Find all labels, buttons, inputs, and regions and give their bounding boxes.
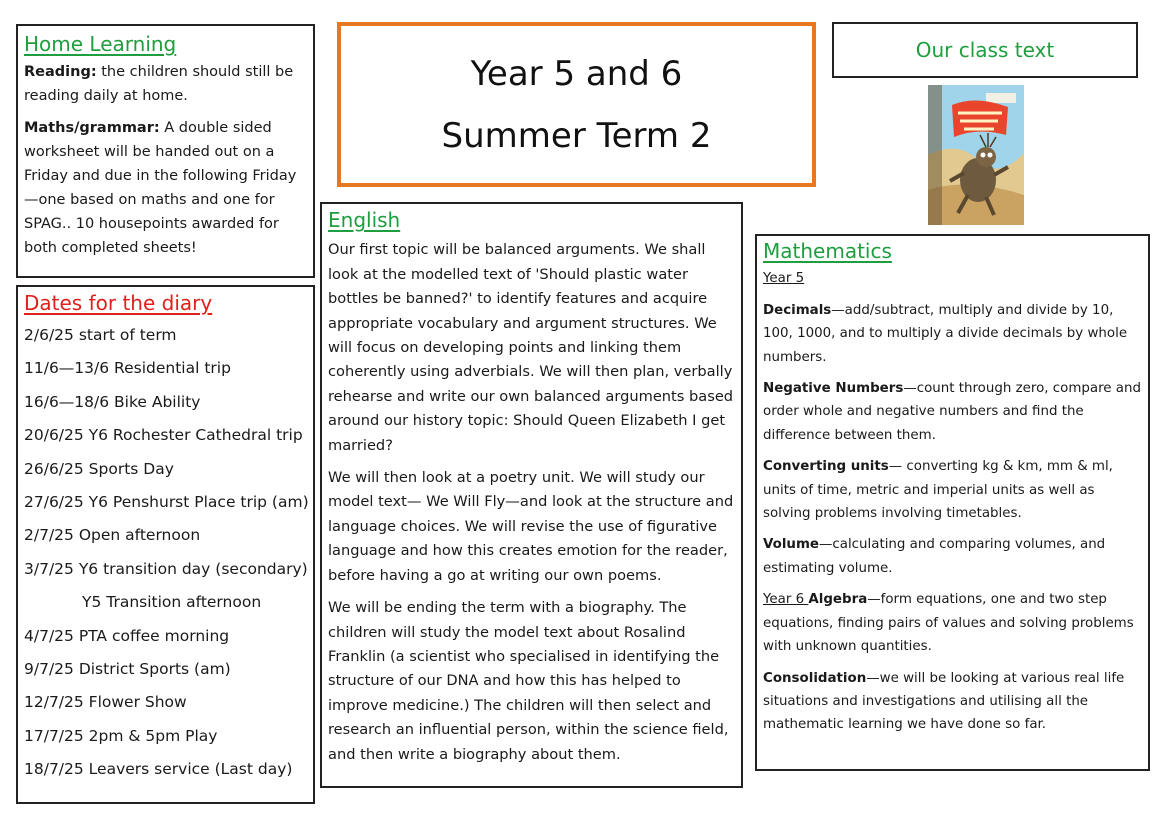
date-item: 16/6—18/6 Bike Ability	[24, 392, 201, 411]
volume-label: Volume	[763, 537, 819, 553]
year6-label: Year 6	[763, 592, 809, 608]
negative-numbers-label: Negative Numbers	[763, 381, 904, 397]
maths-grammar-text: A double sided worksheet will be handed out on a Friday and due in the following Friday—one based on maths and one for SPAG.. 10 housepoints awarded for both completed sheets!	[24, 120, 297, 256]
home-learning-heading: Home Learning	[24, 32, 177, 56]
volume-paragraph	[763, 533, 1142, 580]
volume-text: —calculating and comparing volumes, and estimating volume.	[763, 537, 1106, 576]
date-item: 4/7/25 PTA coffee morning	[24, 626, 230, 645]
dates-panel	[16, 285, 315, 804]
consolidation-label: Consolidation	[763, 670, 867, 686]
consolidation-paragraph	[763, 667, 1142, 737]
date-item: 11/6—13/6 Residential trip	[24, 359, 231, 378]
title-panel	[337, 22, 816, 187]
converting-units-label: Converting units	[763, 459, 889, 475]
reading-paragraph	[24, 60, 307, 108]
date-item: 3/7/25 Y6 transition day (secondary)	[24, 559, 308, 578]
dates-heading: Dates for the diary	[24, 291, 213, 315]
title-term: Summer Term 2	[441, 115, 712, 156]
english-paragraph: We will then look at a poetry unit. We will study our model text— We Will Fly—and look at the structure and language choices. We will revise the use of figurative language and how this creates emotion for the reader, before having a go at writing our own poems.	[328, 469, 734, 584]
title-year: Year 5 and 6	[470, 53, 683, 94]
english-heading: English	[328, 208, 401, 232]
maths-grammar-paragraph	[24, 116, 307, 260]
english-paragraph: Our first topic will be balanced arguments. We shall look at the modelled text of 'Should plastic water bottles be banned?' to identify features and acquire appropriate vocabulary and argument structures. We will focus on developing points and linking them coherently using adverbials. We will then plan, verbally rehearse and write our own balanced arguments based around our history topic: Should Queen Elizabeth I get married?	[328, 241, 734, 454]
date-item: 17/7/25 2pm & 5pm Play	[24, 726, 218, 745]
english-panel	[320, 202, 743, 788]
decimals-paragraph	[763, 299, 1142, 369]
algebra-paragraph	[763, 588, 1142, 658]
algebra-label: Algebra	[808, 592, 868, 608]
negative-numbers-text: —count through zero, compare and order whole and negative numbers and find the difference between them.	[763, 381, 1141, 443]
date-item: 26/6/25 Sports Day	[24, 459, 174, 478]
class-text-heading: Our class text	[915, 38, 1055, 62]
date-item: 12/7/25 Flower Show	[24, 693, 187, 712]
date-item: 9/7/25 District Sports (am)	[24, 659, 231, 678]
algebra-text: —form equations, one and two step equations, finding pairs of values and solving problems with unknown quantities.	[763, 592, 1134, 655]
reading-text: the children should still be reading daily at home.	[24, 64, 294, 104]
date-item: 18/7/25 Leavers service (Last day)	[24, 760, 293, 779]
book-cover-image	[928, 85, 1024, 225]
class-text-panel	[832, 22, 1138, 78]
converting-units-text: — converting kg & km, mm & ml, units of time, metric and imperial units as well as solving problems involving timetables.	[763, 459, 1113, 522]
consolidation-text: —we will be looking at various real life situations and investigations and utilising all the mathematic learning we have done so far.	[763, 670, 1125, 733]
decimals-label: Decimals	[763, 302, 832, 318]
date-item: Y5 Transition afternoon	[82, 593, 262, 612]
negative-numbers-paragraph	[763, 377, 1142, 447]
date-item: 2/6/25 start of term	[24, 326, 177, 344]
mathematics-heading: Mathematics	[763, 239, 892, 263]
year5-paragraph	[763, 267, 1142, 290]
mathematics-panel	[755, 234, 1150, 771]
year5-label: Year 5	[763, 271, 805, 287]
date-item: 20/6/25 Y6 Rochester Cathedral trip	[24, 426, 303, 445]
decimals-text: —add/subtract, multiply and divide by 10, 100, 1000, and to multiply a divide decimals by whole numbers.	[763, 302, 1128, 365]
date-item: 27/6/25 Y6 Penshurst Place trip (am)	[24, 492, 309, 511]
english-paragraph: We will be ending the term with a biography. The children will study the model text about Rosalind Franklin (a scientist who specialised in identifying the structure of our DNA and how this has helped to improve medicine.) The children will then select and research an influential person, within the science field, and then write a biography about them.	[328, 599, 729, 763]
date-item: 2/7/25 Open afternoon	[24, 526, 201, 545]
home-learning-panel	[16, 24, 315, 278]
reading-label: Reading:	[24, 64, 97, 80]
book-cover-illustration	[928, 85, 1024, 225]
converting-units-paragraph	[763, 455, 1142, 525]
maths-grammar-label: Maths/grammar:	[24, 120, 160, 136]
